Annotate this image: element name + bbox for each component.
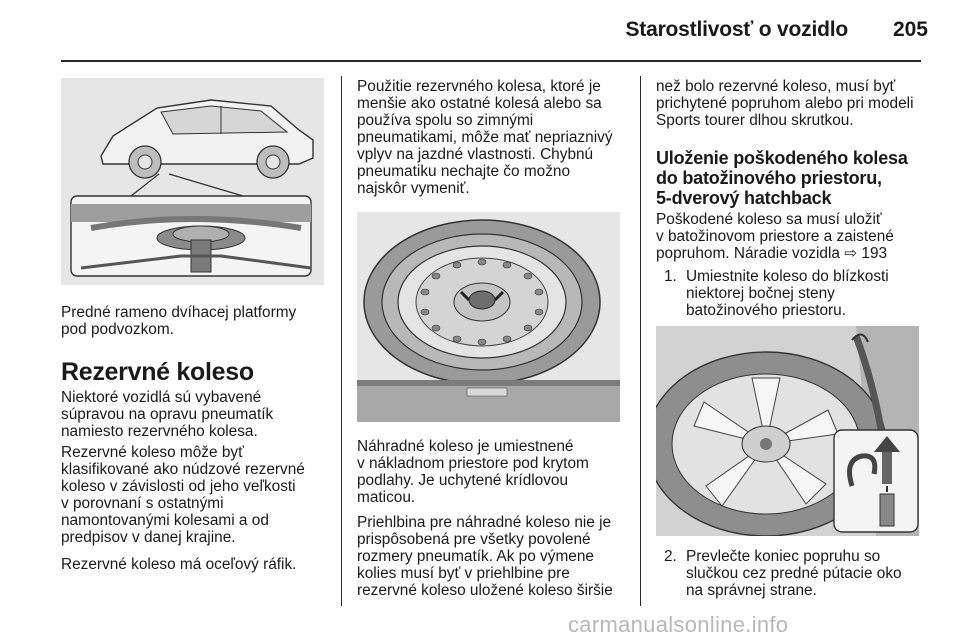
section-heading-spare-wheel: Rezervné koleso	[61, 358, 254, 386]
paragraph-line: Poškodené koleso sa musí uložiť	[656, 211, 882, 228]
car-lift-illustration	[61, 78, 324, 285]
paragraph-line: rozmery pneumatík. Ak po výmene	[357, 548, 594, 565]
figure-caption-line-1: Predné rameno dvíhacej platformy	[61, 304, 297, 321]
paragraph-line: prichytené popruhom alebo pri modeli	[656, 95, 914, 112]
step-text-line: slučkou cez predné pútacie oko	[686, 565, 902, 582]
spare-wheel-illustration	[357, 212, 620, 422]
paragraph-line: Použitie rezervného kolesa, ktoré je	[357, 78, 601, 95]
section-heading-line-1: Uloženie poškodeného kolesa	[656, 148, 908, 168]
section-heading-line-3: 5-dverový hatchback	[656, 188, 832, 208]
strap-loop-illustration	[656, 326, 919, 536]
paragraph-line: podlahy. Je uchytené krídlovou	[357, 472, 569, 489]
paragraph-line: vplyv na jazdné vlastnosti. Chybnú	[357, 146, 594, 163]
paragraph-line: Sports tourer dlhou skrutkou.	[656, 112, 854, 129]
page-number: 205	[892, 18, 928, 41]
paragraph-line: prispôsobená pre všetky povolené	[357, 531, 591, 548]
column-divider	[341, 76, 342, 606]
paragraph-line: Rezervné koleso môže byť	[61, 444, 244, 461]
step-2	[664, 548, 924, 602]
figure-caption-line-2: pod podvozkom.	[61, 321, 174, 338]
step-text-line: Umiestnite koleso do blízkosti	[686, 268, 889, 285]
step-text-line: Prevlečte koniec popruhu so	[686, 548, 881, 565]
paragraph-line: než bolo rezervné koleso, musí byť	[656, 78, 896, 95]
paragraph-line: kolies musí byť v priehlbine pre	[357, 565, 570, 582]
step-1	[664, 268, 924, 322]
paragraph-line: klasifikované ako núdzové rezervné	[61, 461, 305, 478]
step-text-line: na správnej strane.	[686, 582, 817, 599]
column-divider	[640, 76, 641, 606]
step-text-line: niektorej bočnej steny	[686, 285, 835, 302]
paragraph-line: súpravou na opravu pneumatík	[61, 406, 274, 423]
step-number: 1.	[664, 268, 677, 285]
paragraph-line: popruhom. Náradie vozidla ⇨ 193	[656, 245, 888, 262]
paragraph-line: Niektoré vozidlá sú vybavené	[61, 389, 262, 406]
paragraph-line: v batožinovom priestore a zaistené	[656, 228, 894, 245]
step-text-line: batožinového priestoru.	[686, 302, 846, 319]
paragraph-line: používa spolu so zimnými	[357, 112, 534, 129]
paragraph-line: menšie ako ostatné kolesá alebo sa	[357, 95, 602, 112]
paragraph-line: maticou.	[357, 489, 416, 506]
section-heading-line-2: do batožinového priestoru,	[656, 168, 882, 188]
paragraph-line: pneumatiku nechajte čo možno	[357, 163, 571, 180]
paragraph-line: rezervné koleso uložené koleso širšie	[357, 582, 613, 599]
watermark: carmanualsonline.info	[568, 612, 789, 637]
page-header-title: Starostlivosť o vozidlo	[625, 18, 848, 41]
paragraph-line: v nákladnom priestore pod krytom	[357, 455, 589, 472]
paragraph-line: najskôr vymeniť.	[357, 180, 470, 197]
paragraph-line: predpisov v danej krajine.	[61, 529, 236, 546]
step-number: 2.	[664, 548, 677, 565]
paragraph-line: pneumatikami, môže mať nepriaznivý	[357, 129, 613, 146]
paragraph-line: namiesto rezervného kolesa.	[61, 423, 258, 440]
paragraph-line: v porovnaní s ostatnými	[61, 495, 224, 512]
header-divider	[61, 60, 921, 62]
paragraph-line: namontovanými kolesami a od	[61, 512, 269, 529]
paragraph-line: Rezervné koleso má oceľový ráfik.	[61, 556, 297, 573]
paragraph-line: Priehlbina pre náhradné koleso nie je	[357, 514, 612, 531]
paragraph-line: koleso v závislosti od jeho veľkosti	[61, 478, 296, 495]
paragraph-line: Náhradné koleso je umiestnené	[357, 438, 574, 455]
